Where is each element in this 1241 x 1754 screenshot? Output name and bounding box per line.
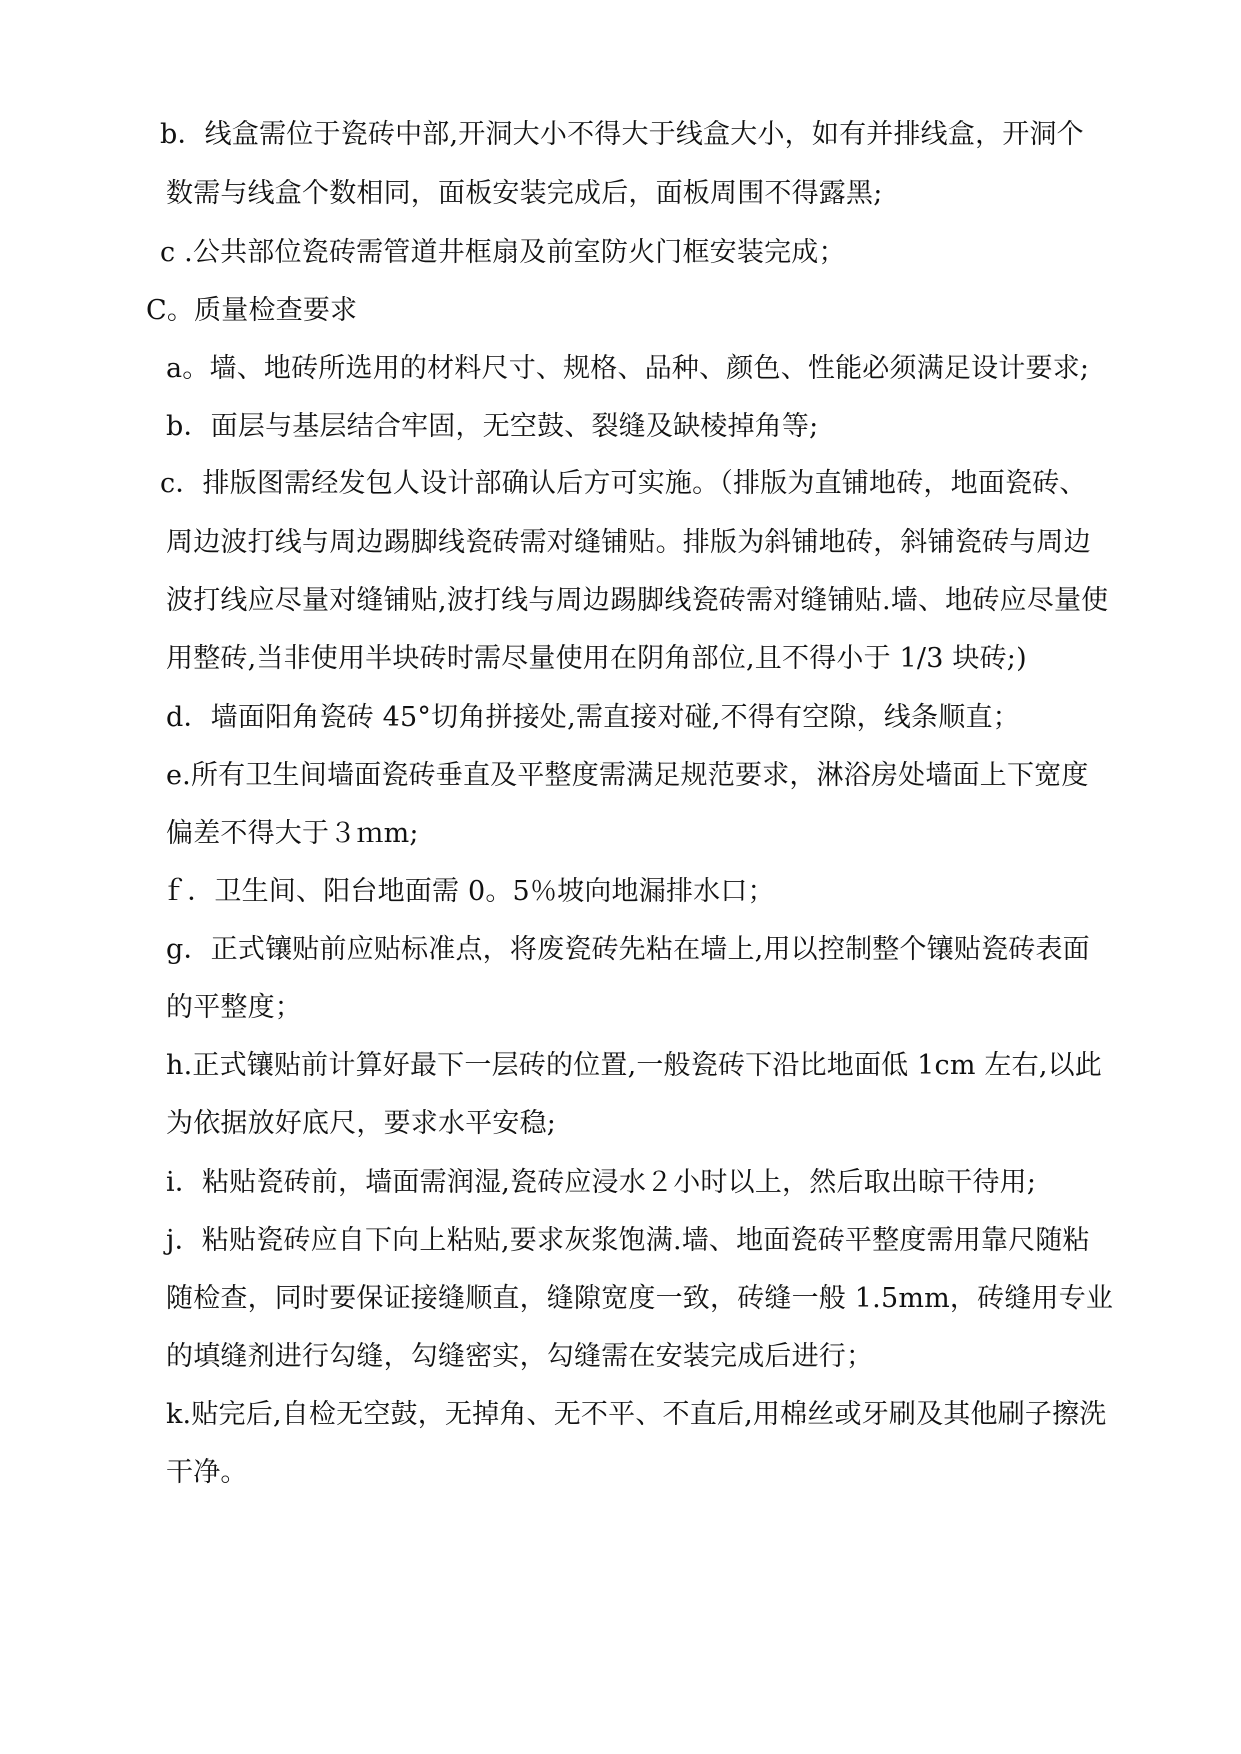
text-line-5: a。墙、地砖所选用的材料尺寸、规格、品种、颜色、性能必须满足设计要求; bbox=[166, 353, 1090, 384]
section-heading: C。质量检查要求 bbox=[146, 295, 358, 326]
text-line-23: k.贴完后,自检无空鼓，无掉角、无不平、不直后,用棉丝或牙刷及其他刷子擦洗 bbox=[166, 1399, 1107, 1430]
text-line-21: 随检查，同时要保证接缝顺直，缝隙宽度一致，砖缝一般 1.5mm，砖缝用专业 bbox=[166, 1283, 1114, 1314]
text-line-18: 为依据放好底尺，要求水平安稳; bbox=[166, 1108, 557, 1139]
text-line-16: 的平整度； bbox=[166, 992, 302, 1023]
text-line-7: c．排版图需经发包人设计部确认后方可实施。（排版为直铺地砖，地面瓷砖、 bbox=[160, 468, 1087, 499]
text-line-17: h.正式镶贴前计算好最下一层砖的位置,一般瓷砖下沿比地面低 1cm 左右,以此 bbox=[166, 1050, 1103, 1081]
text-line-9: 波打线应尽量对缝铺贴,波打线与周边踢脚线瓷砖需对缝铺贴.墙、地砖应尽量使 bbox=[166, 585, 1109, 616]
text-line-19: i．粘贴瓷砖前，墙面需润湿,瓷砖应浸水２小时以上，然后取出晾干待用; bbox=[166, 1167, 1037, 1198]
text-line-22: 的填缝剂进行勾缝，勾缝密实，勾缝需在安装完成后进行； bbox=[166, 1341, 874, 1372]
text-line-13: 偏差不得大于３ｍm; bbox=[166, 818, 419, 849]
text-line-1: b．线盒需位于瓷砖中部,开洞大小不得大于线盒大小，如有并排线盒，开洞个 bbox=[160, 119, 1084, 150]
text-line-12: e.所有卫生间墙面瓷砖垂直及平整度需满足规范要求，淋浴房处墙面上下宽度 bbox=[166, 760, 1089, 791]
text-line-2: 数需与线盒个数相同，面板安装完成后，面板周围不得露黑; bbox=[166, 178, 883, 209]
text-line-15: g．正式镶贴前应贴标准点，将废瓷砖先粘在墙上,用以控制整个镶贴瓷砖表面 bbox=[166, 934, 1090, 965]
text-line-24: 干净。 bbox=[166, 1457, 248, 1488]
text-line-6: b．面层与基层结合牢固，无空鼓、裂缝及缺棱掉角等; bbox=[166, 411, 819, 442]
text-line-10: 用整砖,当非使用半块砖时需尽量使用在阴角部位,且不得小于 1/3 块砖;) bbox=[166, 643, 1027, 674]
text-line-11: d．墙面阳角瓷砖 45°切角拼接处,需直接对碰,不得有空隙，线条顺直； bbox=[166, 702, 1020, 733]
text-line-14: ｆ．卫生间、阳台地面需 0。5％坡向地漏排水口； bbox=[160, 876, 775, 907]
text-line-20: j．粘贴瓷砖应自下向上粘贴,要求灰浆饱满.墙、地面瓷砖平整度需用靠尺随粘 bbox=[166, 1225, 1090, 1256]
text-line-3: c .公共部位瓷砖需管道井框扇及前室防火门框安装完成； bbox=[160, 237, 846, 268]
text-line-8: 周边波打线与周边踢脚线瓷砖需对缝铺贴。排版为斜铺地砖，斜铺瓷砖与周边 bbox=[166, 527, 1091, 558]
